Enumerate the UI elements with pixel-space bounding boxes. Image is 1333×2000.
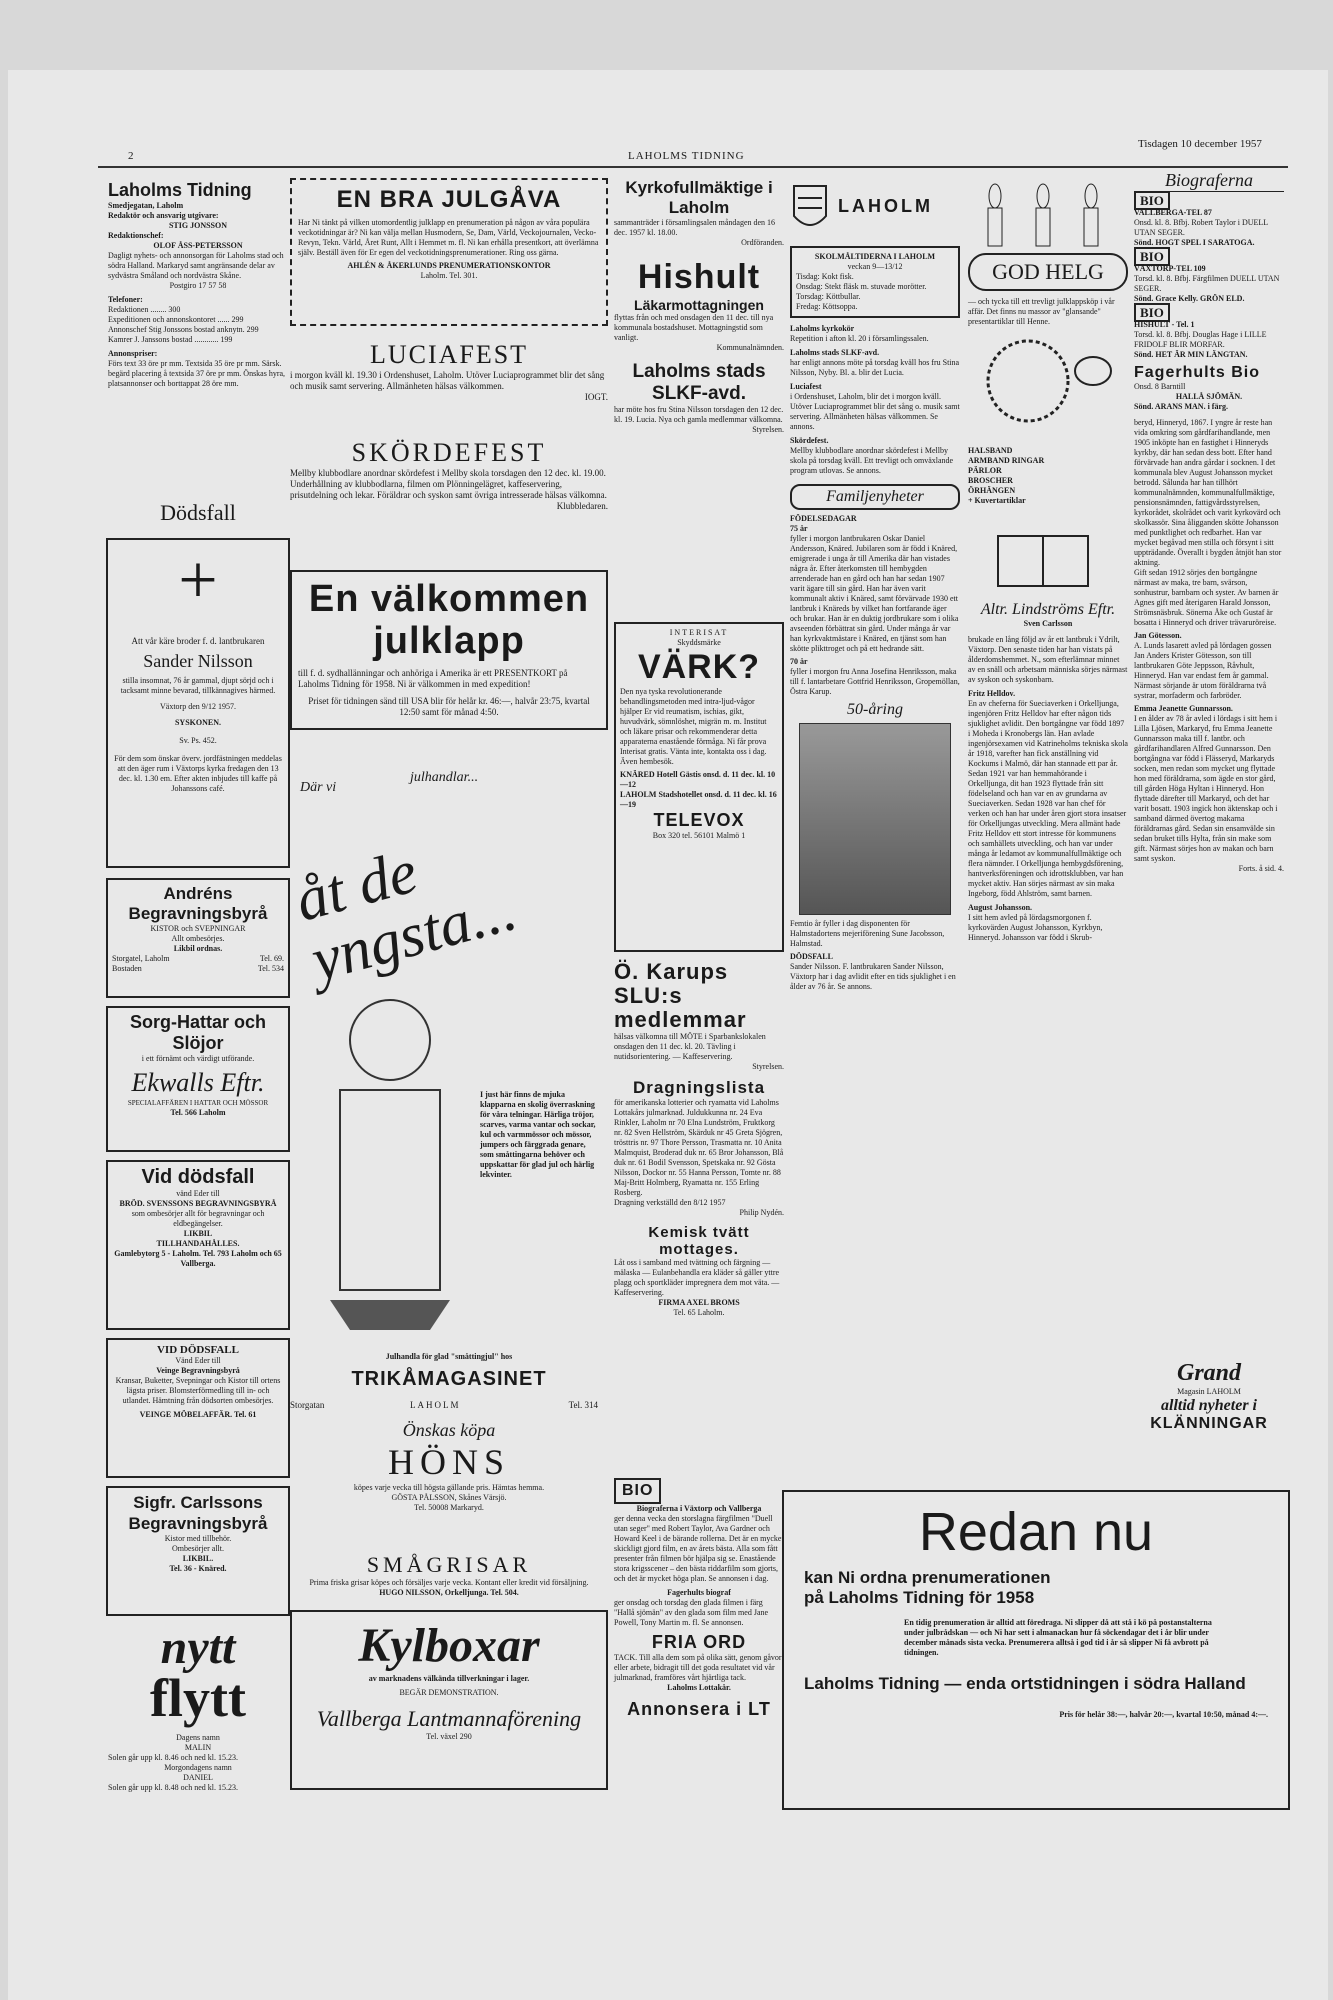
tvatt-title: Kemisk tvätt mottages.	[648, 1224, 750, 1258]
andrens-tel: Tel. 69.	[259, 954, 284, 963]
sigfr-line: Kistor med tillbehör.	[164, 1534, 232, 1543]
obit-name: Sander Nilsson	[143, 651, 253, 671]
jan-name: Jan Götesson.	[1134, 631, 1182, 640]
fodelsedagar-heading: FÖDELSEDAGAR	[790, 514, 857, 523]
fria-ord-text: TACK. Till alla dem som på olika sätt, genom gåvor eller arbete, bidragit till det goda resultatet vid vår julmarknad, framföres vårt hjärtliga tack.	[614, 1653, 782, 1682]
fritz-text: En av cheferna för Sueciaverken i Orkelljunga, ingenjören Fritz Helldov har efter någon tids sjuklighet avlidit. Den bortgångne var född 1897 i Moheda i Kronobergs län. Han avlade ingenjörsexamen vid Katrineholms tekniska skola år 1918, varefter han fick anställning vid Kockums i Malmö, där han stannade ett par år. Sedan 1921 var han hemmahörande i Orkelljunga, dit han 1923 flyttade från sitt födelseland och han var en av grundarna av Sueciaverken. Sedan 1928 var han chef för verken och han har under åren gjort stora insatser för Orkelljungas utveckling. Mera allmänt hade Fritz Helldov ett stort intresse för kommunens och samhällets utveckling, och han var under många år ledamot av kommunalfullmäktige och flera nämnder. I Orkelljunga hembygdsförening, hantverksföreningen och idrottsklubben, var han mycket aktiv. Han sörjes närmast av sin maka Ingeborg, född Ahlström, samt barnen.	[968, 699, 1128, 898]
fria-ord-sign: Laholms Lottakår.	[667, 1683, 731, 1692]
smagris-text: Prima friska grisar köpes och försäljes varje vecka. Kontant eller kredit vid försäljning.	[309, 1578, 589, 1587]
skolmaltid-day: Tisdag: Kokt fisk.	[796, 272, 854, 281]
phone-line: Kamrer J. Janssons bostad ............ 199	[108, 335, 233, 344]
sol-line: Solen går upp kl. 8.46 och ned kl. 15.23.	[108, 1753, 238, 1762]
tvatt-tel: Tel. 65 Laholm.	[673, 1308, 725, 1317]
bio-logo: BIO	[1134, 247, 1170, 266]
varkad-addr: LAHOLM Stadshotellet onsd. d. 11 dec. kl. 16—19	[620, 790, 777, 809]
editor-name: STIG JONSSON	[168, 221, 228, 230]
obit-text: stilla insomnat, 76 år gammal, djupt sörjd och i tacksamt minne bevarad, tillkännagives härmed.	[120, 676, 276, 695]
sigfr-line: Ombesörjer allt.	[172, 1544, 224, 1553]
vid-line: vänd Eder till	[176, 1189, 220, 1198]
obit-continued: brukade en lång följd av år ett lantbruk i Ydrilt, Växtorp. Den senaste tiden har han vistats på ålderdomshemmet. N., som efterlämnar minnet av en snäll och arbetsam människa sörjes närmast av syskon och syskonbarn.	[968, 635, 1128, 684]
vid-line: TILLHANDAHÅLLES.	[156, 1239, 240, 1248]
varkad-top: INTERISAT	[669, 628, 729, 637]
fagerhults-bio-title: Fagerhults biograf	[667, 1588, 731, 1597]
obit-psalm: Sv. Ps. 452.	[179, 736, 217, 745]
obit-notice: För dem som önskar överv. jordfästningen meddelas att den äger rum i Växtorps kyrka fredagen den 13 dec. kl. 1.30 em. Efter akten inbjudes till kaffe på Johanssons café.	[114, 754, 282, 793]
trika-slogan: julhandlar...	[410, 770, 479, 785]
ad-prices-label: Annonspriser:	[108, 349, 158, 358]
shop-owner: Sven Carlsson	[1023, 619, 1073, 628]
august-name: August Johansson.	[968, 903, 1033, 912]
bio-vaxtorp-text: ger denna vecka den storslagna färgfilmen "Duell utan seger" med Robert Taylor, Ava Gardner och Howard Keel i de bärande rollerna. Det är en mycket skickligt gjord film, en av årets bästa. Alla som fått presenter från filmen bör hjälpa sig se. Enastående stora krigsscener – den bästa riddarfilm som gjorts, och det är mycket höga plan. Se annonsen i dag.	[614, 1514, 784, 1583]
obit2-p2: Gift sedan 1912 sörjes den bortgångne närmast av maka, tre barn, svärson, sonhustrur, barnbarn och syster. Av barnen är Agnes gift med återigaren Harald Jonsson, Strömsnäsbruk. Sönerna Åke och Gustaf är bosatta i Hinneryd och driver trävaruröreise.	[1134, 568, 1279, 627]
bio-vallberga-sond: Sönd. HOGT SPEL I SARATOGA.	[1134, 238, 1255, 247]
obit-date: Växtorp den 9/12 1957.	[160, 702, 236, 711]
bio-vaxtorp-text: Torsd. kl. 8. Bfbj. Färgfilmen DUELL UTAN SEGER.	[1134, 274, 1280, 293]
jan-text: A. Lunds lasarett avled på lördagen gossen Jan Anders Krister Götesson, son till lantbrukaren Göte Jeppsson, Råvhult, Hinneryd. Han var endast fem år gammal. Närmast sörjande är utom föräldrarna två systrar, morfaderm och farbröder.	[1134, 641, 1272, 700]
andrens-line: Allt ombesörjes.	[171, 934, 225, 943]
julklapp-text: till f. d. sydhallänningar och anhöriga i Amerika är ett PRESENTKORT på Laholms Tidning för 1958. Ni är välkommen in med expedition!	[298, 668, 568, 689]
kylbox-tel: Tel. växel 290	[426, 1732, 472, 1741]
chief-label: Redaktionschef:	[108, 231, 164, 240]
tvatt-text: Låt oss i samband med tvättning och färgning — mälaska — Eulanbehandla era kläder så gäller yttre plagg och sportkläder impregnera dem mot väta. — Kaffeservering.	[614, 1258, 780, 1297]
hishult-text: flyttas från och med onsdagen den 11 dec. till nya kommunala bostadshuset. Mottagningstid som vanligt.	[614, 313, 774, 342]
issue-date: Tisdagen 10 december 1957	[1138, 138, 1262, 150]
trika-slogan: Där vi	[300, 780, 337, 795]
andrens-sub: KISTOR och SVEPNINGAR	[150, 924, 246, 933]
dragning-date: Dragning verkställd den 8/12 1957	[614, 1198, 726, 1207]
kylbox-name: Vallberga Lantmannaförening	[316, 1706, 582, 1731]
hons-title: HÖNS	[387, 1442, 510, 1482]
obit-intro: Att vår käre broder f. d. lantbrukaren	[131, 636, 265, 646]
sol-line: Solen går upp kl. 8.48 och ned kl. 15.23.	[108, 1783, 238, 1792]
dagens-name: MALIN	[184, 1743, 212, 1752]
julgava-tel: Laholm. Tel. 301.	[420, 271, 478, 280]
skolmaltid-day: Fredag: Köttsoppa.	[796, 302, 858, 311]
fritz-name: Fritz Helldov.	[968, 689, 1016, 698]
julklapp-price: Priset för tidningen sänd till USA blir för helår kr. 46:—, halvår 23:75, kvartal 12:50 samt för månad 4:50.	[308, 696, 590, 717]
skolmaltid-title: SKOLMÅLTIDERNA I LAHOLM	[814, 252, 936, 261]
redan-nu-sub: på Laholms Tidning för 1958	[804, 1588, 1035, 1607]
dodsfall-heading: Dödsfall	[160, 500, 236, 525]
morgon-name: DANIEL	[183, 1773, 213, 1782]
sigfr-line: LIKBIL.	[182, 1554, 214, 1563]
kyrkokor-title: Laholms kyrkokör	[790, 324, 855, 333]
sorg-title: Sorg-Hattar och Slöjor	[129, 1012, 266, 1053]
sigfr-title: Sigfr. Carlssons Begravningsbyrå	[128, 1493, 268, 1533]
phone-line: Redaktionen ........ 300	[108, 305, 181, 314]
fager-sond: Sönd. ARANS MAN. i färg.	[1134, 402, 1229, 411]
trika-big-slogan: åt de yngsta...	[288, 837, 524, 995]
laholm-logo	[790, 176, 960, 236]
andrens-tel: Tel. 534	[257, 964, 284, 973]
lucia2-title: Luciafest	[790, 382, 822, 391]
lucia2-text: i Ordenshuset, Laholm, blir det i morgon kväll. Utöver Luciaprogrammet blir det sång o. musik samt servering. Allmänheten hälsas välkommen. Se annons.	[790, 392, 960, 431]
kylbox-title: Kylboxar	[358, 1619, 540, 1672]
luciafest-title: LUCIAFEST	[369, 340, 529, 369]
hons-name: GÖSTA PÅLSSON, Skånes Värsjö.	[391, 1493, 507, 1502]
tvatt-name: FIRMA AXEL BROMS	[658, 1298, 740, 1307]
bio-vaxtorp-title: Biograferna i Växtorp och Vallberga	[636, 1504, 762, 1513]
sorg-tagline: SPECIALAFFÄREN I HATTAR OCH MÖSSOR	[127, 1099, 269, 1107]
dragning-text: för amerikanska lotterier och ryamatta vid Laholms Lottakårs julmarknad. Juldukkunna nr. 24 Eva Rinkler, Laholm nr 70 Elna Lundström, Fruktkorg nr. 82 Sven Hellström, Skärduk nr 45 Greta Sjögren, trösttris nr. 97 Thore Persson, Trasmatta nr. 10 Anita Malmquist, Broderad duk nr. 65 Bror Johansson, Blå duk nr. 61 Bodil Svensson, Spetskaka nr. 92 Gösta Nilsson, Dockor nr. 55 Hanna Persson, Tomte nr. 88 Maj-Britt Holmberg, Ryamatta nr. 155 Erling Rosberg.	[614, 1098, 784, 1197]
redan-nu-text: En tidig prenumeration är alltid att föredraga. Ni slipper då att stå i kö på postanstalterna under julbrådskan — och Ni har sett i almanackan hur få söckendagar det i år blir under december månads sista vecka. Prenumerera alltså i god tid i år så slipper Ni få avbrott på tidningen.	[904, 1618, 1212, 1657]
phone-line: Expeditionen och annonskontoret ...... 299	[108, 315, 244, 324]
masthead-title: Laholms Tidning	[108, 180, 252, 200]
kuvert-items: + Kuvertartiklar	[968, 496, 1026, 505]
hishult-sign: Kommunalnämnden.	[716, 343, 784, 352]
kyrkokor-text: Repetition i afton kl. 20 i församlingssalen.	[790, 334, 929, 343]
emma-text: I en ålder av 78 år avled i lördags i sitt hem i Lilla Ljösen, Markaryd, fru Emma Jeanette Gunnarsson maka till f. lantbr. och gårdfarihandlaren Alfred Gunnarsson. Den bortgångna var född i Flässeryd, Markaryds socken, men redan som mycket ung flyttade hon med föräldrarna, som ägde en stor gård, till gården Höga Hyltan i Hinneryd. Hon flyttade därefter till Markaryd, och det har varit bosatt. 1903 ingick hon äktenskap och i samband därmed övertog makarna föräldrarnas gård. Sedan sin ensamvälde sin sedan bruket tills Hylta, från sin make som gift. Närmast sörjes hon av makan och barn samt syskon.	[1134, 714, 1278, 863]
paper-name-header: LAHOLMS TIDNING	[628, 150, 745, 162]
julgava-text: Har Ni tänkt på vilken utomordentlig julklapp en prenumeration på någon av våra populära veckotidningar är? Ni kan välja mellan Husmodern, Se, Dam, Värld, Veckojournalen, Vecko-Revyn, Tekn. Värld, Året Runt, Allt i Hemmet m. fl. Ni kan erhålla presentkort, att överlämna själv. Beställ även för Er egen del veckotidningsprenumerationer. Ring oss gärna.	[298, 218, 599, 257]
redan-nu-slogan: Laholms Tidning — enda ortstidningen i södra Halland	[804, 1674, 1246, 1693]
redan-nu-price: Pris för helår 38:—, halvår 20:—, kvartal 10:50, månad 4:—.	[1059, 1710, 1268, 1719]
julgava-sender: AHLÉN & ÅKERLUNDS PRENUMERATIONSKONTOR	[347, 261, 551, 270]
dragning-title: Dragningslista	[632, 1078, 766, 1097]
dragning-sign: Philip Nydén.	[739, 1208, 784, 1217]
jewelry-illustration	[968, 331, 1118, 441]
sorg-tel: Tel. 566 Laholm	[170, 1108, 226, 1117]
andrens-title: Andréns Begravningsbyrå	[128, 884, 268, 923]
slkf-title: Laholms stads SLKF-avd.	[632, 361, 766, 404]
bio-logo: BIO	[1134, 303, 1170, 322]
fagerhults-bio-logo: Fagerhults Bio	[1134, 364, 1261, 381]
laholm-logo-text: LAHOLM	[838, 195, 933, 216]
slkf-sign: Styrelsen.	[752, 425, 784, 434]
hishult-sub: Läkarmottagningen	[634, 297, 764, 313]
chief-name: OLOF ÅSS-PETERSSON	[153, 241, 243, 250]
luciafest-text: i morgon kväll kl. 19.30 i Ordenshuset, Laholm. Utöver Luciaprogrammet blir det sång och musik samt servering. Allmänheten hälsas välkommen.	[290, 370, 605, 391]
jewelry-items: HALSBAND ARMBAND RINGAR PÄRLOR BROSCHER ÖRHÄNGEN	[968, 446, 1045, 495]
slkf-text: har möte hos fru Stina Nilsson torsdagen den 12 dec. kl. 19. Lucia. Nya och gamla medlemmar välkomna.	[614, 405, 784, 424]
hishult-title: Hishult	[637, 258, 761, 296]
birthday-text: fyller i morgon fru Anna Josefina Henriksson, maka till f. lantarbetare Gottfrid Henriksson, Gropemöllan, Östra Karup.	[790, 667, 960, 696]
skordefest-title: SKÖRDEFEST	[351, 438, 547, 467]
veinge-text: Kransar, Buketter, Svepningar och Kistor till ortens lägsta priser. Blomsterförmedling till in- och utlandet. Hämtning från dödsorten ombesörjes.	[115, 1376, 281, 1405]
birthday-age: 70 år	[790, 657, 808, 666]
trika-tel: Tel. 314	[568, 1400, 598, 1410]
emma-name: Emma Jeanette Gunnarsson.	[1134, 704, 1233, 713]
grand-sub: Magasin LAHOLM	[1177, 1387, 1241, 1396]
karups-text: hälsas välkomna till MÖTE i Sparbankslokalen onsdagen den 11 dec. kl. 20. Tävling i nutidsorientering. — Kaffeservering.	[614, 1032, 766, 1061]
birthday-age: 75 år	[790, 524, 808, 533]
obit-family: SYSKONEN.	[174, 718, 221, 727]
skolmaltid-week: veckan 9—13/12	[847, 262, 903, 271]
luciafest-sign: IOGT.	[584, 392, 608, 402]
bio-logo: BIO	[1134, 191, 1170, 210]
phone-line: Annonschef Stig Jonssons bostad anknytn. 299	[108, 325, 259, 334]
veinge-title: VID DÖDSFALL	[156, 1344, 239, 1356]
varkad-mark: Skyddsmärke	[677, 638, 721, 647]
god-helg-title: GOD HELG	[968, 253, 1128, 291]
redan-nu-title: Redan nu	[918, 1502, 1154, 1562]
bio-hishult-text: Torsd. kl. 8. Bfbj. Douglas Hage i LILLE FRIDOLF BLIR MORFAR.	[1134, 330, 1267, 349]
skolmaltid-day: Onsdag: Stekt fläsk m. stuvade morötter.	[796, 282, 927, 291]
ekwalls-logo: Ekwalls Eftr.	[131, 1068, 265, 1097]
bio-vallberga: VALLBERGA-TEL 87	[1134, 208, 1212, 217]
obit2-p1: beryd, Hinneryd, 1867. I yngre år reste han vida omkring som gårdfarihandlande, men 1905 inköpte han en fastighet i Hinneryds kyrkby, där han sedan dess bott. Efter hand förvärvade han andra gårdar i socknen. I det kommunala blev August Johansson mycket betrodd. Sålunda har han tillhört kommunalnämnden, kommunalfullmäktige, pensionsnämnden, fattigvårdsstyrelsen, kyrkorådet, skolrådet och varit kyrkovärd och skolkassör. Sina åligganden skötte Johansson med punktlighet och redbarhet. Han var mycket begåvad men stilla och försynt i sitt uppträdande. Överallt i bygden åtnjöt han stor aktning.	[1134, 418, 1282, 567]
dodsfall-text: Sander Nilsson. F. lantbrukaren Sander Nilsson, Växtorp har i dag avlidit efter en tids sjuklighet i en ålder av 76 år. Se annons.	[790, 962, 956, 991]
grand-slogan: alltid nyheter i	[1161, 1397, 1257, 1414]
skorde2-text: Mellby klubbodlare anordnar skördefest i Mellby skola på torsdag kväll. Ett trevligt och omväxlande program utlovas. Se annons.	[790, 446, 954, 475]
masthead-description: Dagligt nyhets- och annonsorgan för Laholms stad och södra Halland. Markaryd samt angränsande delar av sydvästra Småland och nordvästra Skåne.	[108, 251, 284, 280]
august-text: I sitt hem avled på lördagsmorgonen f. kyrkovärden August Johansson, Kyrkbyn, Hinneryd. Johansson var född i Skrub-	[968, 913, 1103, 942]
dagens-label: Dagens namn	[176, 1733, 220, 1742]
fagerhults-bio-text: ger onsdag och torsdag den glada filmen i färg "Hallå sjömän" av den glada som film med Jane Powell, Tony Martin m. fl. Se annonsen.	[614, 1598, 769, 1627]
laholm-crest-icon	[790, 176, 830, 236]
varkad-addr: KNÄRED Hotell Gästis onsd. d. 11 dec. kl. 10—12	[620, 770, 776, 789]
vid-line: BRÖD. SVENSSONS BEGRAVNINGSBYRÅ	[119, 1199, 277, 1208]
veinge-line: Vänd Eder till	[175, 1356, 221, 1365]
varkad-title: VÄRK?	[637, 648, 761, 686]
phones-label: Telefoner:	[108, 295, 143, 304]
smagris-name: HUGO NILSSON, Orkelljunga. Tel. 504.	[379, 1588, 519, 1597]
trika-text: I just här finns de mjuka klapparna en skolig överraskning för våra telningar. Härliga tröjor, scarves, varma vantar och sockar, kul och varmmössor och mössor, jumpers och färggrada genare, som småttingarna behöver och uppskattar för glad jul och härlig lekvinter.	[480, 1090, 596, 1179]
grand-logo: Grand	[1176, 1360, 1242, 1386]
trika-name: TRIKÅMAGASINET	[351, 1368, 547, 1390]
redan-nu-sub: kan Ni ordna prenumerationen	[804, 1568, 1051, 1587]
photo-caption: Femtio år fyller i dag disponenten för Halmstadortens mejeriförening Sune Jacobsson, Halmstad.	[790, 919, 945, 948]
kyrkofull-title: Kyrkofullmäktige i Laholm	[625, 178, 773, 217]
varkad-text: Den nya tyska revolutionerande behandlingsmetoden med intra-ljud-vågor hjälper Er vid reumatism, ischias, gikt, huvudvärk, sömnlöshet, migrän m. m. Institut och läkare prisar och rekommenderar detta apparaterna enastående förmåga. Ni får prova Interisat gratis. Vänta inte, kontakta oss i dag. Även hembesök.	[620, 687, 767, 766]
familjenyheter-banner: Familjenyheter	[790, 484, 960, 510]
page-number: 2	[128, 150, 134, 162]
vid-line: LIKBIL	[183, 1229, 213, 1238]
bio-hishult-sond: Sönd. HET ÄR MIN LÄNGTAN.	[1134, 350, 1248, 359]
trika-town: LAHOLM	[410, 1400, 461, 1410]
postgiro: Postgiro 17 57 58	[169, 281, 227, 290]
children-illustration	[310, 990, 470, 1330]
fiftyyear-heading: 50-åring	[847, 701, 903, 718]
andrens-line: Likbil ordnas.	[173, 944, 223, 953]
andrens-addr: Bostaden	[112, 964, 142, 973]
kylbox-demo: BEGÄR DEMONSTRATION.	[399, 1688, 499, 1697]
portrait-photo	[799, 723, 951, 915]
bio-hishult: HISHULT - Tel. 1	[1134, 320, 1195, 329]
candles-illustration	[968, 178, 1118, 248]
televox-box: Box 320 tel. 56101 Malmö 1	[652, 831, 746, 840]
god-helg-text: — och tycka till ett trevligt julklappsköp i vår affär. Det finns nu massor av "glansande" presentartiklar till Henne.	[968, 297, 1115, 326]
julgava-title: EN BRA JULGÅVA	[336, 186, 562, 213]
hons-tel: Tel. 50008 Markaryd.	[414, 1503, 484, 1512]
fager-text: Onsd. 8 Barntill	[1134, 382, 1186, 391]
cross-icon: +	[178, 542, 218, 619]
dodsfall-heading-small: DÖDSFALL	[790, 952, 833, 961]
birthday-text: fyller i morgon lantbrukaren Oskar Daniel Andersson, Knäred. Jubilaren som är född i Knäred, emigrerade i unga år till Amerika där han vistades några år. Efter återkomsten till hembygden arrenderade han en gård och han har sedan 1907 varit ägare till sin gård. Han har även varit kommunalt aktiv i Knäred, samt förvärvade 1930 ett lantbruk i Knäreds by vilket han fortfarande äger och brukar. Han är en duktig jordbrukare som i olika avseenden förbättrat sin gård. Under många år var han kyrkvaktmästare i Knäred, en tjänst som han skötte plikttroget och på ett hedrande sätt.	[790, 534, 959, 653]
julklapp-title: En välkommen julklapp	[308, 578, 590, 662]
biografer-title: Biograferna	[1134, 170, 1284, 192]
hons-text: köpes varje vecka till högsta gällande pris. Hämtas hemma.	[353, 1483, 545, 1492]
flytt-title: flytt	[150, 1668, 246, 1728]
gift-box-illustration	[968, 506, 1118, 596]
morgon-label: Morgondagens namn	[164, 1763, 232, 1772]
slkf2-text: har enligt annons möte på torsdag kväll hos fru Stina Nilsson, Nyby. Bl. a. blir det Lucia.	[790, 358, 960, 377]
kyrkofull-text: sammanträder i församlingsalen måndagen den 16 dec. 1957 kl. 18.00.	[614, 218, 776, 237]
bio-vaxtorp: VÄXTORP-TEL 109	[1134, 264, 1206, 273]
skordefest-text: Mellby klubbodlare anordnar skördefest i Mellby skola torsdagen den 12 dec. kl. 19.00. Underhållning av klubbodlarna, filmen om Plönningelägret, kaffeservering, prisutdelning och lekar. Föräldrar och syskon samt övriga intresserade hälsas välkomna.	[290, 468, 607, 500]
kyrkofull-sign: Ordföranden.	[741, 238, 784, 247]
bio-vallberga-text: Onsd. kl. 8. Bfbj. Robert Taylor i DUELL UTAN SEGER.	[1134, 218, 1268, 237]
trika-street: Storgatan	[290, 1400, 325, 1410]
televox-brand: TELEVOX	[653, 810, 745, 830]
karups-sign: Styrelsen.	[752, 1062, 784, 1071]
fager-film: HALLÅ SJÖMÄN.	[1175, 392, 1243, 401]
annonsera-lt: Annonsera i LT	[627, 1699, 771, 1719]
fria-ord-title: FRIA ORD	[651, 1632, 747, 1652]
vid-dodsfall-title: Vid dödsfall	[141, 1166, 255, 1188]
smagris-title: SMÅGRISAR	[366, 1552, 532, 1577]
karups-title: Ö. Karups SLU:s medlemmar	[614, 959, 747, 1032]
newspaper-page	[8, 70, 1328, 2000]
hons-pre: Önskas köpa	[402, 1420, 496, 1440]
sigfr-tel: Tel. 36 - Knäred.	[169, 1564, 227, 1573]
trika-tag: Julhandla för glad "småttingjul" hos	[385, 1352, 513, 1361]
andrens-addr: Storgatel, Laholm	[112, 954, 170, 963]
masthead-address: Smedjegatan, Laholm	[108, 201, 184, 210]
skorde2-title: Skördefest.	[790, 436, 829, 445]
editor-label: Redaktör och ansvarig utgivare:	[108, 211, 219, 220]
nytt-title: nytt	[160, 1621, 236, 1674]
forts-sid: Forts. å sid. 4.	[1238, 864, 1284, 873]
grand-item: KLÄNNINGAR	[1150, 1415, 1268, 1432]
veinge-line: Veinge Begravningsbyrå	[156, 1366, 240, 1375]
kylbox-text: av marknadens välkända tillverkningar i lager.	[368, 1674, 530, 1683]
bio-vaxtorp-sond: Sönd. Grace Kelly. GRÖN ELD.	[1134, 294, 1245, 303]
vid-line: som ombesörjer allt för begravningar och eldbegängelser.	[131, 1209, 265, 1228]
skordefest-sign: Klubbledaren.	[556, 501, 608, 511]
sorg-sub: i ett förnämt och värdigt utförande.	[141, 1054, 255, 1063]
bio-logo: BIO	[614, 1478, 661, 1504]
skolmaltid-day: Torsdag: Köttbullar.	[796, 292, 861, 301]
vid-line: Gamlebytorg 5 - Laholm. Tel. 793 Laholm och 65 Vallberga.	[114, 1249, 282, 1268]
ad-prices: Förs text 33 öre pr mm. Textsida 35 öre pr mm. Särsk. begärd placering å textsida 37 öre pr mm. Önskas hyra, platsannonser och borttappat 28 öre mm.	[108, 359, 286, 388]
veinge-footer: VEINGE MÖBELAFFÄR. Tel. 61	[139, 1410, 257, 1419]
slkf2-title: Laholms stads SLKF-avd.	[790, 348, 880, 357]
lindstroms-shop: Altr. Lindströms Eftr.	[980, 601, 1116, 618]
